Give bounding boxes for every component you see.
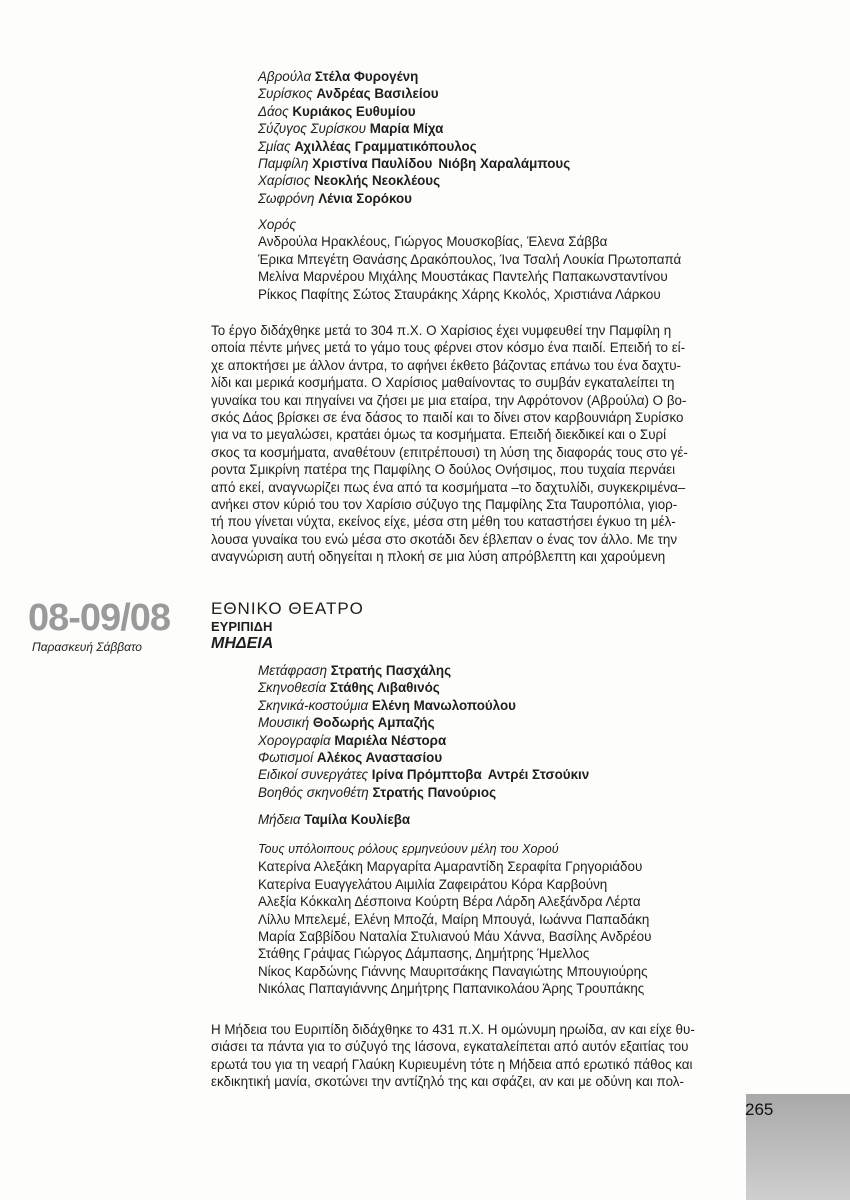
actor-name: Χριστίνα Παυλίδου: [312, 156, 433, 172]
synopsis-line: Η Μήδεια του Ευριπίδη διδάχθηκε το 431 π.Χ. Η ομώνυμη ηρωίδα, αν και είχε θυ-: [211, 1022, 695, 1037]
role-label: Σωφρόνη: [258, 190, 315, 206]
synopsis-line: λουσα γυναίκα του ενώ μέσα στο σκοτάδι δεν έβλεπαν ο ένας τον άλλο. Με την: [211, 531, 678, 547]
cast-line: [258, 138, 570, 155]
role-label: Αβρούλα: [258, 69, 312, 84]
role-label: Σύζυγος Συρίσκου: [258, 121, 366, 137]
chorus-line: Κατερίνα Αλεξάκη Μαργαρίτα Αμαραντίδη Σεραφίτα Γρηγοριάδου: [258, 859, 643, 875]
cast-line: [258, 155, 570, 172]
actor-name: Μαρία Μίχα: [369, 121, 444, 137]
actor-name: Νεοκλής Νεοκλέους: [313, 173, 441, 189]
credit-line: [258, 732, 589, 749]
cast-line: [258, 103, 570, 120]
credit-line: [258, 749, 589, 766]
role-label: Χαρίσιος: [258, 173, 311, 189]
role-label: Δάος: [258, 103, 289, 119]
synopsis-line: τή που γίνεται νύχτα, εκείνος είχε, μέσα στη μέθη του καταστήσει έγκυο τη μέλ-: [211, 514, 676, 530]
credit-role: Μουσική: [258, 715, 310, 731]
event-days: Παρασκευή Σάββατο: [32, 640, 142, 654]
play-author: ΕΥΡΙΠΙΔΗ: [211, 619, 273, 634]
synopsis-line: λίδι και μερικά κοσμήματα. Ο Χαρίσιος μαθαίνοντας το συμβάν εγκαταλείπει τη: [211, 375, 675, 391]
synopsis-line: αναγνώριση αυτή οδηγείται η πλοκή σε μια λύση απρόβλεπτη και χαρούμενη: [211, 549, 666, 565]
credit-role: Χορογραφία: [258, 732, 331, 748]
synopsis-line: σιάσει τα πάντα για το σύζυγό της Ιάσονα, εγκαταλείπεται από αυτόν εξαιτίας του: [211, 1039, 689, 1055]
synopsis-line: σκος τα κοσμήματα, αναθέτουν (επιτρέπουσι) τη λύση της διαφοράς τους στο γέ-: [211, 444, 688, 460]
chorus-line: Κατερίνα Ευαγγελάτου Αιμιλία Ζαφειράτου Κόρα Καρβούνη: [258, 876, 608, 892]
chorus-line: Λίλλυ Μπελεμέ, Ελένη Μποζά, Μαίρη Μπουγά, Ιωάννα Παπαδάκη: [258, 911, 650, 927]
credit-line: [258, 784, 589, 801]
chorus-line: Ρίκκος Παφίτης Σώτος Σταυράκης Χάρης Κκολός, Χριστιάνα Λάρκου: [258, 286, 661, 302]
credit-line: [258, 697, 589, 714]
credit-name: Ιρίνα Πρόμπτοβα: [371, 767, 482, 783]
event-date: 08-09/08: [28, 597, 171, 639]
actor-name: Αχιλλέας Γραμματικόπουλος: [294, 138, 477, 154]
credit-name: Αντρέι Στσούκιν: [487, 767, 590, 783]
credit-name: Στάθης Λιβαθινός: [329, 680, 440, 696]
actor-name: Κυριάκος Ευθυμίου: [292, 103, 416, 119]
synopsis-1: [211, 322, 688, 566]
play-title: ΜΗΔΕΙΑ: [211, 635, 274, 652]
cast-line: [258, 68, 570, 85]
chorus-line: Μαρία Σαββίδου Ναταλία Στυλιανού Μάυ Χάννα, Βασίλης Ανδρέου: [258, 929, 652, 945]
synopsis-2: [211, 1021, 695, 1091]
credit-role: Φωτισμοί: [258, 750, 314, 766]
synopsis-line: σκός Δάος βρίσκει σε ένα δάσος το παιδί και το δίνει στον καρβουνιάρη Συρίσκο: [211, 410, 684, 426]
actor-name: Λένια Σορόκου: [318, 190, 412, 206]
credit-line: [258, 662, 589, 679]
chorus-line: Νικόλας Παπαγιάννης Δημήτρης Παπανικολάου Άρης Τρουπάκης: [258, 981, 645, 997]
credit-name: Θοδωρής Αμπαζής: [312, 715, 435, 731]
credits-list: [258, 662, 589, 801]
credit-line: [258, 714, 589, 731]
credit-role: Ειδικοί συνεργάτες: [258, 767, 369, 783]
chorus-line: Έρικα Μπεγέτη Θανάσης Δρακόπουλος, Ίνα Τσαλή Λουκία Πρωτοπαπά: [258, 251, 682, 267]
credit-name: Αλέκος Αναστασίου: [316, 750, 443, 766]
theatre-name: ΕΘΝΙΚΟ ΘΕΑΤΡΟ: [211, 599, 364, 618]
credit-name: Στρατής Πανούριος: [372, 784, 497, 800]
page-number: 265: [745, 1100, 774, 1119]
cast-line: [258, 120, 570, 137]
credit-name: Μαριέλα Νέστορα: [334, 732, 447, 748]
cast-line: [258, 190, 570, 207]
synopsis-line: ροντα Σμικρίνη πατέρα της Παμφίλης Ο δούλος Ονήσιμος, που τυχαία περνάει: [211, 462, 676, 478]
actor-name: Νιόβη Χαραλάμπους: [438, 156, 571, 172]
credit-line: [258, 679, 589, 696]
chorus-line: Αλεξία Κόκκαλη Δέσποινα Κούρτη Βέρα Λάρδη Αλεξάνδρα Λέρτα: [258, 894, 641, 910]
chorus-line: Στάθης Γράψας Γιώργος Δάμπασης, Δημήτρης Ήμελλος: [258, 946, 590, 962]
credit-role: Μετάφραση: [258, 663, 328, 678]
actor-name: Ανδρέας Βασιλείου: [316, 86, 439, 102]
credit-role: Σκηνικά-κοστούμια: [258, 697, 369, 713]
credit-name: Ελένη Μανωλοπούλου: [371, 697, 516, 713]
role-label: Συρίσκος: [258, 86, 313, 102]
lead-role: [258, 811, 410, 828]
synopsis-line: ανήκει στον κύριό του τον Χαρίσιο σύζυγο της Παμφίλης Στα Ταυροπόλια, γιορ-: [211, 497, 678, 513]
synopsis-line: Το έργο διδάχθηκε μετά το 304 π.Χ. Ο Χαρίσιος έχει νυμφευθεί την Παμφίλη η: [211, 323, 672, 338]
chorus-list-2: [258, 841, 651, 998]
chorus-heading: Τους υπόλοιπους ρόλους ερμηνεύουν μέλη του Χορού: [258, 842, 559, 856]
synopsis-line: από εκεί, αναγνωρίζει πως ένα από τα κοσμήματα –το δαχτυλίδι, συγκεκριμένα–: [211, 479, 686, 495]
actor-name: Στέλα Φυρογένη: [314, 69, 419, 84]
chorus-heading: Χορός: [258, 217, 297, 232]
synopsis-line: οποία πέντε μήνες μετά το γάμο τους φέρνει στον κόσμο ένα παιδί. Επειδή το εί-: [211, 340, 686, 356]
credit-role: Βοηθός σκηνοθέτη: [258, 784, 369, 800]
role-label: Σμίας: [258, 138, 291, 154]
role-label: Παμφίλη: [258, 156, 309, 172]
synopsis-line: ερωτά του για τη νεαρή Γλαύκη Κυριευμένη τότε η Μήδεια από ερωτικό πάθος και: [211, 1056, 693, 1072]
credit-role: Σκηνοθεσία: [258, 680, 327, 696]
synopsis-line: για να το μεγαλώσει, κρατάει όμως τα κοσμήματα. Επειδή διεκδικεί και ο Συρί: [211, 427, 667, 443]
synopsis-line: χε αποκτήσει με άλλον άντρα, το αφήνει έκθετο βάζοντας επάνω του ένα δαχτυ-: [211, 357, 681, 373]
synopsis-line: εκδικητική μανία, σκοτώνει την αντίζηλό της και σφάζει, αν και με οδύνη και πολ-: [211, 1074, 684, 1090]
lead-role-label: Μήδεια: [258, 812, 301, 827]
cast-line: [258, 85, 570, 102]
chorus-list-1: [258, 216, 681, 303]
chorus-line: Νίκος Καρδώνης Γιάννης Μαυριτσάκης Παναγιώτης Μπουγιούρης: [258, 963, 648, 979]
lead-actor: Ταμίλα Κουλίεβα: [304, 812, 411, 827]
chorus-line: Ανδρούλα Ηρακλέους, Γιώργος Μουσκοβίας, Έλενα Σάββα: [258, 234, 608, 250]
credit-name: Στρατής Πασχάλης: [330, 663, 452, 678]
cast-list-1: [258, 68, 570, 207]
synopsis-line: γυναίκα του και πηγαίνει να ζήσει με μια εταίρα, την Αφρότονον (Αβρούλα) Ο βο-: [211, 392, 687, 408]
credit-line: [258, 766, 589, 783]
chorus-line: Μελίνα Μαρνέρου Μιχάλης Μουστάκας Παντελής Παπακωνσταντίνου: [258, 269, 668, 285]
cast-line: [258, 172, 570, 189]
